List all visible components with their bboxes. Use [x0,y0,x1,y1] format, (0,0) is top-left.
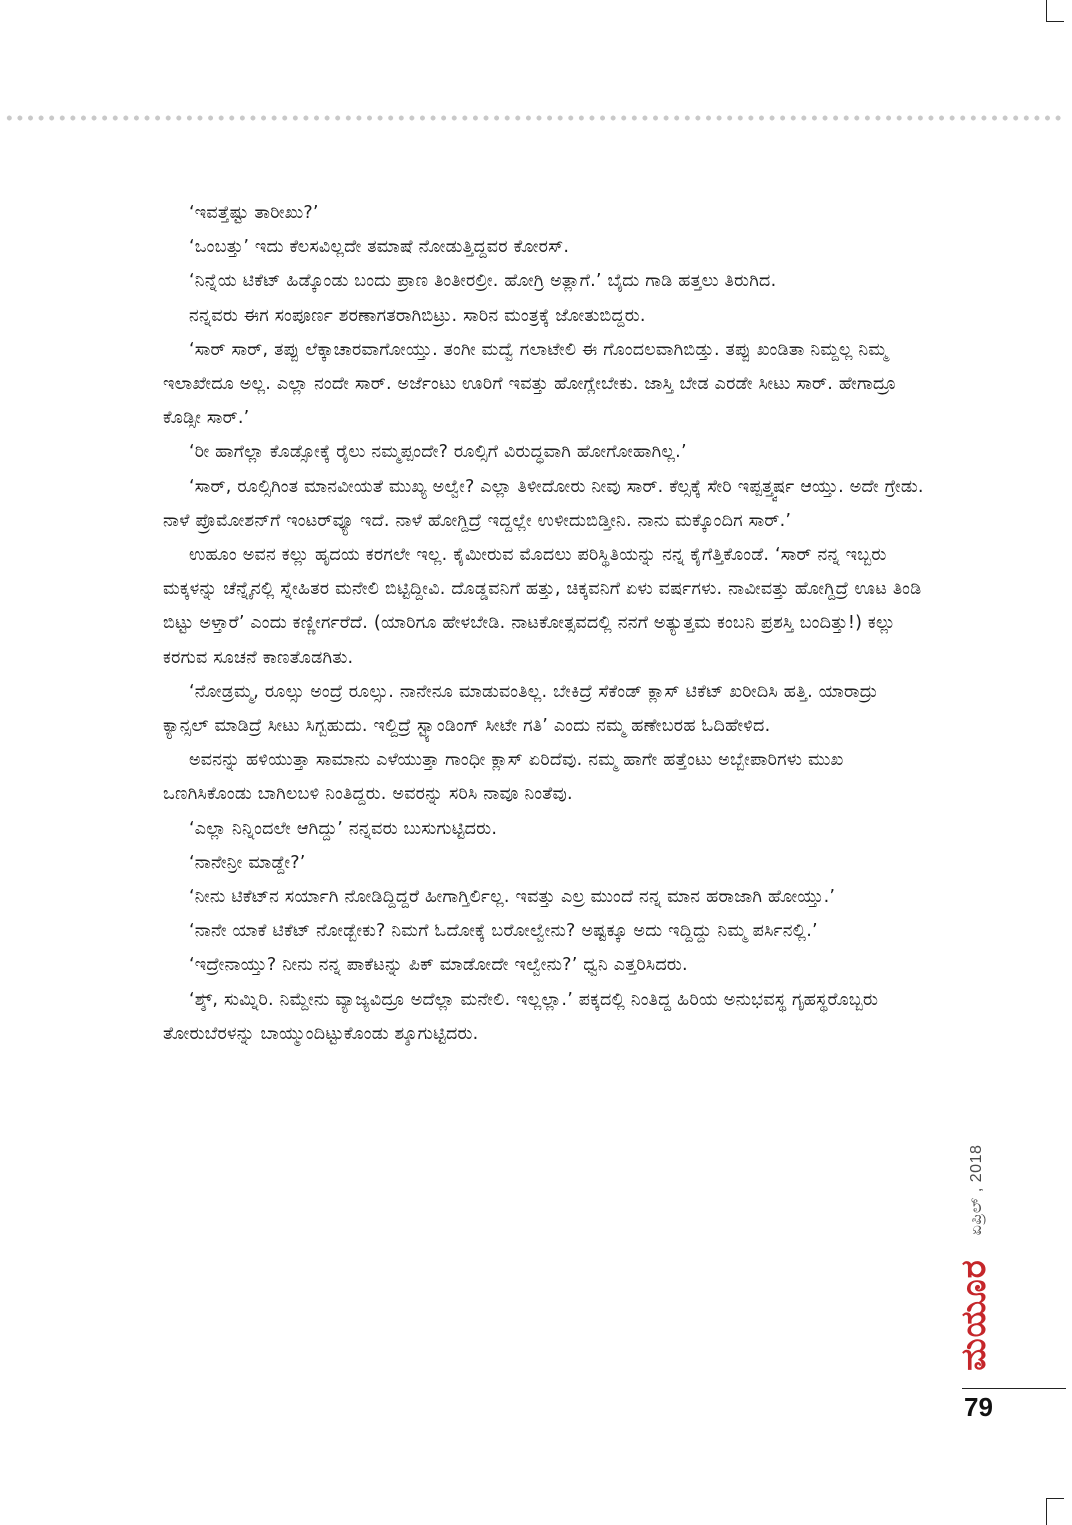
article-paragraph: ‘ಸಾರ್, ರೂಲ್ಸಿಗಿಂತ ಮಾನವೀಯತೆ ಮುಖ್ಯ ಅಲ್ವೇ? ಎಲ್ಲಾ ತಿಳೀದೋರು ನೀವು ಸಾರ್. ಕೆಲ್ಸಕ್ಕೆ ಸೇರಿ ಇಪ್ಪತ್ತ್ವರ್ಷ ಆಯ್ತು. ಅದೇ ಗ್ರೇಡು. ನಾಳೆ ಪ್ರೊಮೋಶನ್‌ಗೆ ಇಂಟರ್‌ವ್ಯೂ ಇದೆ. ನಾಳೆ ಹೋಗ್ದಿದ್ರೆ ಇದ್ದಲ್ಲೇ ಉಳೀದುಬಿಡ್ತೀನಿ. ನಾನು ಮಕ್ಕೊಂದಿಗ ಸಾರ್.’ [163,476,924,531]
article-paragraph: ‘ನೋಡ್ರಮ್ಮ, ರೂಲ್ಸು ಅಂದ್ರೆ ರೂಲ್ಸು. ನಾನೇನೂ ಮಾಡುವಂತಿಲ್ಲ. ಬೇಕಿದ್ರೆ ಸೆಕೆಂಡ್ ಕ್ಲಾಸ್ ಟಿಕೆಟ್ ಖರೀದಿಸಿ ಹತ್ತಿ. ಯಾರಾದ್ರು ಕ್ಯಾನ್ಸಲ್ ಮಾಡಿದ್ರೆ ಸೀಟು ಸಿಗ್ಬಹುದು. ಇಲ್ದಿದ್ರೆ ಸ್ಟ್ಯಾಂಡಿಂಗ್ ಸೀಟೇ ಗತಿ’ ಎಂದು ನಮ್ಮ ಹಣೇಬರಹ ಓದಿಹೇಳಿದ. [163,681,878,737]
issue-date-text: ಏಪ್ರಿಲ್ , 2018 [968,1144,985,1236]
crop-mark-bottom-right-horizontal [1046,1498,1064,1499]
article-paragraph: ‘ನಿನ್ನೆಯ ಟಿಕೆಟ್ ಹಿಡ್ಕೊಂಡು ಬಂದು ಪ್ರಾಣ ತಿಂತೀರಲ್ರೀ. ಹೋಗ್ರಿ ಅತ್ಲಾಗೆ.’ ಬೈದು ಗಾಡಿ ಹತ್ತಲು ತಿರುಗಿದ. [189,271,777,292]
article-paragraph: ‘ನಾನೇ ಯಾಕೆ ಟಿಕೆಟ್ ನೋಡ್ಬೇಕು? ನಿಮಗೆ ಓದೋಕ್ಕೆ ಬರೋಲ್ವೇನು? ಅಷ್ಟಕ್ಕೂ ಅದು ಇದ್ದಿದ್ದು ನಿಮ್ಮ ಪರ್ಸಿನಲ್ಲಿ.’ [189,921,818,942]
article-paragraph: ‘ಇದ್ರೇನಾಯ್ತು? ನೀನು ನನ್ನ ಪಾಕೆಟನ್ನು ಪಿಕ್ ಮಾಡೋದೇ ಇಲ್ವೇನು?’ ಧ್ವನಿ ಎತ್ತರಿಸಿದರು. [189,955,688,976]
article-paragraph: ‘ರೀ ಹಾಗೆಲ್ಲಾ ಕೊಡ್ಸೋಕ್ಕೆ ರೈಲು ನಮ್ಮಪ್ಪಂದೇ? ರೂಲ್ಸಿಗೆ ವಿರುದ್ಧವಾಗಿ ಹೋಗೋಹಾಗಿಲ್ಲ.’ [189,442,687,463]
article-paragraph: ‘ನೀನು ಟಿಕೆಟ್‌ನ ಸರ್ಯಾಗಿ ನೋಡಿದ್ದಿದ್ದರೆ ಹೀಗಾಗ್ತಿರ್ಲಿಲ್ಲ. ಇವತ್ತು ಎಲ್ರ ಮುಂದೆ ನನ್ನ ಮಾನ ಹರಾಜಾಗಿ ಹೋಯ್ತು.’ [189,887,836,908]
crop-mark-top-right-horizontal [1046,21,1064,22]
article-paragraph: ‘ಒಂಬತ್ತು’ ಇದು ಕೆಲಸವಿಲ್ಲದೇ ತಮಾಷೆ ನೋಡುತ್ತಿದ್ದವರ ಕೋರಸ್. [189,237,570,258]
article-paragraph: ನನ್ನವರು ಈಗ ಸಂಪೂರ್ಣ ಶರಣಾಗತರಾಗಿಬಿಟ್ರು. ಸಾರಿನ ಮಂತ್ರಕ್ಕೆ ಜೋತುಬಿದ್ದರು. [189,305,646,326]
magazine-logo [950,1255,998,1375]
article-paragraph: ‘ಇವತ್ತೆಷ್ಟು ತಾರೀಖು?’ [189,203,319,223]
article-paragraph: ಅವನನ್ನು ಹಳಿಯುತ್ತಾ ಸಾಮಾನು ಎಳೆಯುತ್ತಾ ಗಾಂಧೀ ಕ್ಲಾಸ್ ಏರಿದೆವು. ನಮ್ಮ ಹಾಗೇ ಹತ್ತೆಂಟು ಅಬ್ಬೇಪಾರಿಗಳು ಮುಖ ಒಣಗಿಸಿಕೊಂಡು ಬಾಗಿಲಬಳಿ ನಿಂತಿದ್ದರು. ಅವರನ್ನು ಸರಿಸಿ ನಾವೂ ನಿಂತೆವು. [163,750,844,805]
article-paragraph: ‘ಶ್ಶ್, ಸುಮ್ನಿರಿ. ನಿಮ್ದೇನು ವ್ಯಾಜ್ಯವಿದ್ರೂ ಅದೆಲ್ಲಾ ಮನೇಲಿ. ಇಲ್ಲಲ್ಲಾ.’ ಪಕ್ಕದಲ್ಲಿ ನಿಂತಿದ್ದ ಹಿರಿಯ ಅನುಭವಸ್ಥ ಗೃಹಸ್ಥರೊಬ್ಬರು ತೋರುಬೆರಳನ್ನು ಬಾಯ್ಮುಂದಿಟ್ಟುಕೊಂಡು ಶ್ಶೂಗುಟ್ಟಿದರು. [163,989,879,1044]
article-paragraph: ‘ಎಲ್ಲಾ ನಿನ್ನಿಂದಲೇ ಆಗಿದ್ದು’ ನನ್ನವರು ಬುಸುಗುಟ್ಟಿದರು. [189,818,498,839]
issue-date [957,1120,997,1260]
page-number-rule [962,1388,1066,1389]
article-paragraph: ‘ಸಾರ್ ಸಾರ್, ತಪ್ಪು ಲೆಕ್ಕಾಚಾರವಾಗೋಯ್ತು. ತಂಗೀ ಮದ್ವೆ ಗಲಾಟೇಲಿ ಈ ಗೊಂದಲವಾಗಿಬಿಡ್ತು. ತಪ್ಪು ಖಂಡಿತಾ ನಿಮ್ದಲ್ಲ ನಿಮ್ಮ ಇಲಾಖೇದೂ ಅಲ್ಲ. ಎಲ್ಲಾ ನಂದೇ ಸಾರ್. ಅರ್ಜೆಂಟು ಊರಿಗೆ ಇವತ್ತು ಹೋಗ್ಲೇಬೇಕು. ಜಾಸ್ತಿ ಬೇಡ ಎರಡೇ ಸೀಟು ಸಾರ್. ಹೇಗಾದ್ರೂ ಕೊಡ್ಸೀ ಸಾರ್.’ [163,339,897,429]
page-number: 79 [964,1392,993,1422]
crop-mark-bottom-right [1046,1498,1047,1525]
magazine-logo-text: ಮಯೂರ [954,1259,994,1371]
article-paragraph: ಉಹೂಂ ಅವನ ಕಲ್ಲು ಹೃದಯ ಕರಗಲೇ ಇಲ್ಲ. ಕೈಮೀರುವ ಮೊದಲು ಪರಿಸ್ಥಿತಿಯನ್ನು ನನ್ನ ಕೈಗೆತ್ತಿಕೊಂಡೆ. ‘ಸಾರ್ ನನ್ನ ಇಬ್ಬರು ಮಕ್ಕಳನ್ನು ಚೆನ್ನೈನಲ್ಲಿ ಸ್ನೇಹಿತರ ಮನೇಲಿ ಬಿಟ್ಟಿದ್ದೀವಿ. ದೊಡ್ಡವನಿಗೆ ಹತ್ತು, ಚಿಕ್ಕವನಿಗೆ ಏಳು ವರ್ಷಗಳು. ನಾವೀವತ್ತು ಹೋಗ್ದಿದ್ರೆ ಊಟ ತಿಂಡಿ ಬಿಟ್ಟು ಅಳ್ತಾರೆ’ ಎಂದು ಕಣ್ಣೀರ್ಗರೆದೆ. (ಯಾರಿಗೂ ಹೇಳಬೇಡಿ. ನಾಟಕೋತ್ಸವದಲ್ಲಿ ನನಗೆ ಅತ್ಯುತ್ತಮ ಕಂಬನಿ ಪ್ರಶಸ್ತಿ ಬಂದಿತ್ತು!) ಕಲ್ಲು ಕರಗುವ ಸೂಚನೆ ಕಾಣತೊಡಗಿತು. [163,545,922,668]
dotted-separator [4,114,1066,122]
crop-mark-top-right [1046,0,1065,22]
article-body [163,196,925,1051]
article-paragraph: ‘ನಾನೇನ್ರೀ ಮಾಡ್ದೇ?’ [189,852,306,873]
